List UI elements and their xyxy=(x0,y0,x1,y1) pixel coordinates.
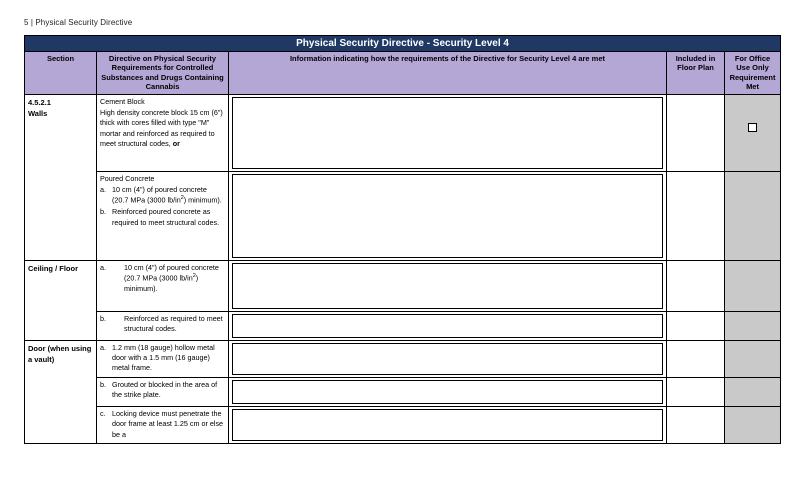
sub-item-label: a. xyxy=(100,342,106,352)
section-cell-ceiling-floor xyxy=(25,260,97,340)
sub-item-text: Locking device must penetrate the door frame at least 1.25 cm or else be a xyxy=(112,408,224,439)
info-entry-box[interactable] xyxy=(232,97,663,169)
directive-sub-item xyxy=(100,343,225,374)
sub-item-text xyxy=(112,185,225,206)
security-directive-table xyxy=(24,35,781,444)
sub-item-text-tail: ) minimum). xyxy=(124,273,199,293)
directive-heading: Poured Concrete xyxy=(100,173,155,183)
table-row xyxy=(25,260,781,311)
sub-item-label: b. xyxy=(100,207,106,217)
office-use-cell[interactable] xyxy=(725,406,781,443)
info-cell[interactable] xyxy=(229,377,667,406)
info-entry-box[interactable] xyxy=(232,380,663,404)
floor-plan-cell[interactable] xyxy=(667,377,725,406)
table-row xyxy=(25,406,781,443)
info-cell[interactable] xyxy=(229,340,667,377)
sub-item-label: b. xyxy=(100,379,106,389)
table-row xyxy=(25,94,781,171)
directive-text: High density concrete block 15 cm (6") thick with cores filled with type "M" mortar and reinforced as required to meet structural codes, xyxy=(100,107,223,149)
floor-plan-cell[interactable] xyxy=(667,406,725,443)
info-entry-box[interactable] xyxy=(232,314,663,338)
sub-item-label: a. xyxy=(100,262,106,272)
info-cell[interactable] xyxy=(229,171,667,260)
table-row xyxy=(25,171,781,260)
floor-plan-cell[interactable] xyxy=(667,171,725,260)
sub-item-text-main: 10 cm (4") of poured concrete (20.7 MPa (3000 lb/in xyxy=(124,262,219,283)
directive-cell-door-c xyxy=(97,406,229,443)
info-cell[interactable] xyxy=(229,260,667,311)
page-header: 5 | Physical Security Directive xyxy=(24,18,133,27)
table-header-row xyxy=(25,52,781,95)
checkbox-icon[interactable] xyxy=(748,123,757,132)
section-name: Door (when using a vault) xyxy=(28,343,92,364)
column-header-section: Section xyxy=(25,52,97,95)
floor-plan-cell[interactable] xyxy=(667,340,725,377)
directive-sub-item xyxy=(100,207,225,228)
sub-item-text: Reinforced as required to meet structural codes. xyxy=(124,313,223,333)
office-use-cell[interactable] xyxy=(725,171,781,260)
office-use-cell[interactable] xyxy=(725,260,781,311)
directive-sub-item xyxy=(100,263,225,295)
sub-item-text: Grouted or blocked in the area of the strike plate. xyxy=(112,379,218,400)
table-row xyxy=(25,377,781,406)
table-title: Physical Security Directive - Security Level 4 xyxy=(25,36,781,52)
column-header-office-use: For Office Use Only Requirement Met xyxy=(725,52,781,95)
info-cell[interactable] xyxy=(229,94,667,171)
section-number: 4.5.2.1 xyxy=(28,97,51,107)
section-name: Walls xyxy=(28,108,48,118)
info-entry-box[interactable] xyxy=(232,409,663,441)
info-cell[interactable] xyxy=(229,406,667,443)
directive-sub-item xyxy=(100,409,225,440)
table-title-row xyxy=(25,36,781,52)
column-header-floor-plan: Included in Floor Plan xyxy=(667,52,725,95)
sub-item-label: b. xyxy=(100,313,106,323)
info-entry-box[interactable] xyxy=(232,343,663,375)
floor-plan-cell[interactable] xyxy=(667,311,725,340)
directive-cell-door-a xyxy=(97,340,229,377)
sub-item-text-main: 10 cm (4") of poured concrete (20.7 MPa (3000 lb/in xyxy=(112,184,207,205)
table-row xyxy=(25,340,781,377)
directive-text-tail: or xyxy=(172,139,180,149)
floor-plan-cell[interactable] xyxy=(667,260,725,311)
info-cell[interactable] xyxy=(229,311,667,340)
directive-sub-item xyxy=(100,314,225,335)
sub-item-superscript: 2 xyxy=(180,195,184,202)
section-cell-door xyxy=(25,340,97,444)
directive-cell-ceiling-b xyxy=(97,311,229,340)
directive-cell-poured-concrete xyxy=(97,171,229,260)
section-cell-walls xyxy=(25,94,97,260)
directive-body xyxy=(100,108,225,150)
info-entry-box[interactable] xyxy=(232,263,663,309)
table-row xyxy=(25,311,781,340)
directive-heading: Cement Block xyxy=(100,96,145,106)
office-use-cell[interactable] xyxy=(725,311,781,340)
directive-cell-door-b xyxy=(97,377,229,406)
directive-cell-cement-block xyxy=(97,94,229,171)
directive-cell-ceiling-a xyxy=(97,260,229,311)
section-name: Ceiling / Floor xyxy=(28,263,78,273)
directive-sub-item xyxy=(100,185,225,206)
column-header-info: Information indicating how the requirements of the Directive for Security Level 4 are met xyxy=(229,52,667,95)
table-container xyxy=(0,35,800,444)
column-header-directive: Directive on Physical Security Requirements for Controlled Substances and Drugs Containing Cannabis xyxy=(97,52,229,95)
sub-item-text xyxy=(112,263,225,295)
sub-item-superscript: 2 xyxy=(192,272,196,279)
office-use-cell[interactable] xyxy=(725,94,781,171)
sub-item-label: c. xyxy=(100,408,106,418)
office-use-cell[interactable] xyxy=(725,340,781,377)
directive-sub-item xyxy=(100,380,225,401)
sub-item-text-tail: ) minimum). xyxy=(183,195,222,205)
sub-item-text: Reinforced poured concrete as required to meet structural codes. xyxy=(112,207,220,227)
floor-plan-cell[interactable] xyxy=(667,94,725,171)
sub-item-text: 1.2 mm (18 gauge) hollow metal door with a 1.5 mm (16 gauge) metal frame. xyxy=(112,342,215,373)
info-entry-box[interactable] xyxy=(232,174,663,258)
sub-item-label: a. xyxy=(100,184,106,194)
office-use-cell[interactable] xyxy=(725,377,781,406)
